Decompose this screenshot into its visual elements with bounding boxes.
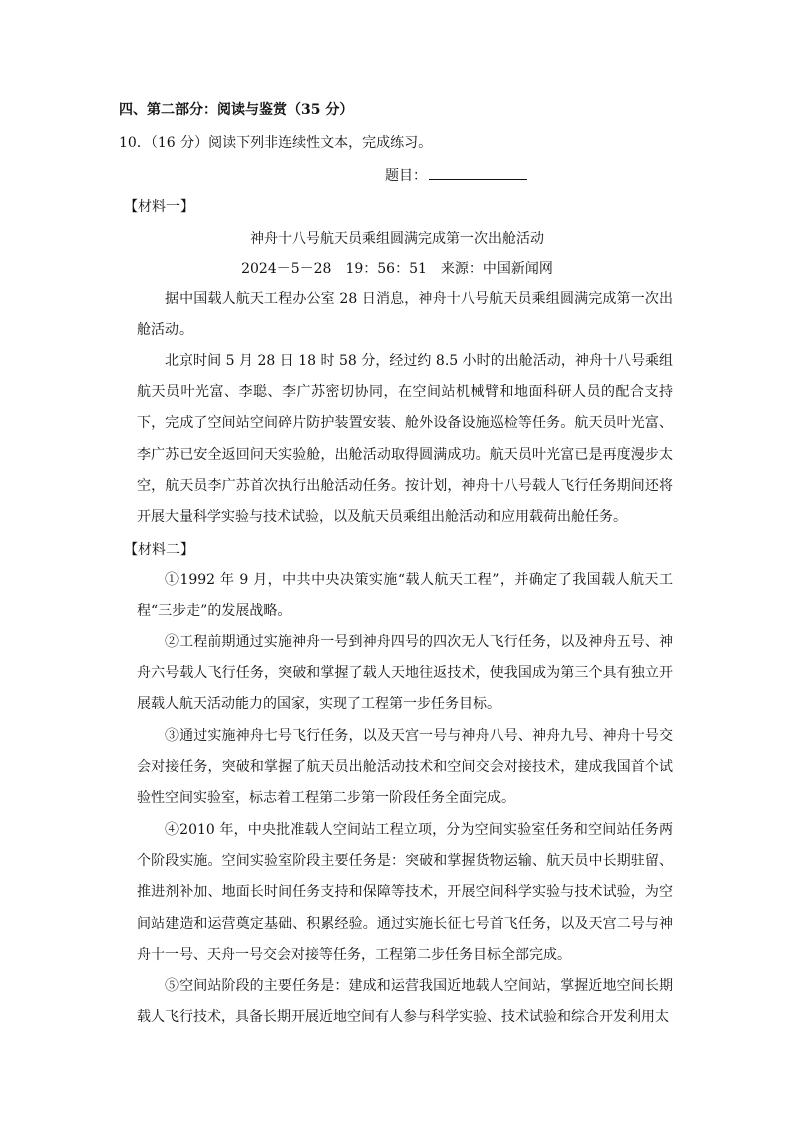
material-two-paragraph: ③通过实施神舟七号飞行任务，以及天宫一号与神舟八号、神舟九号、神舟十号交会对接任务，突破和掌握了航天员出舱活动技术和空间交会对接技术，建成我国首个试验性空间实验室，标志着工程第二步第一阶段任务全面完成。: [137, 728, 673, 807]
news-meta: 2024－5－28 19：56：51 来源：中国新闻网: [241, 261, 553, 277]
answer-underline: [429, 165, 527, 180]
material-one-label: 【材料一】: [124, 199, 194, 215]
material-two-paragraph: ②工程前期通过实施神舟一号到神舟四号的四次无人飞行任务，以及神舟五号、神舟六号载人飞行任务，突破和掌握了载人天地往返技术，使我国成为第三个具有独立开展载人航天活动能力的国家，实现了工程第一步任务目标。: [137, 634, 673, 713]
material-two-paragraph: ①1992 年 9 月，中共中央决策实施“载人航天工程”，并确定了我国载人航天工程“三步走”的发展战略。: [137, 572, 673, 620]
section-heading: 四、第二部分：阅读与鉴赏（35 分）: [119, 102, 354, 118]
title-answer-blank: [385, 165, 527, 186]
title-prompt-label: 题目：: [385, 168, 427, 184]
material-two-paragraph: ⑤空间站阶段的主要任务是：建成和运营我国近地载人空间站，掌握近地空间长期载人飞行技术，具备长期开展近地空间有人参与科学实验、技术试验和综合开发利用太: [137, 978, 673, 1026]
news-title: 神舟十八号航天员乘组圆满完成第一次出舱活动: [250, 231, 544, 247]
material-two-paragraph: ④2010 年，中央批准载人空间站工程立项，分为空间实验室任务和空间站任务两个阶段实施。空间实验室阶段主要任务是：突破和掌握货物运输、航天员中长期驻留、推进剂补加、地面长时间任务支持和保障等技术，开展空间科学实验与技术试验，为空间站建造和运营奠定基础、积累经验。通过实施长征七号首飞任务，以及天宫二号与神舟十一号、天舟一号交会对接等任务，工程第二步任务目标全部完成。: [137, 822, 673, 963]
news-paragraph: 据中国载人航天工程办公室 28 日消息，神舟十八号航天员乘组圆满完成第一次出舱活动。: [137, 291, 673, 339]
material-two-label: 【材料二】: [124, 542, 194, 558]
news-paragraph: 北京时间 5 月 28 日 18 时 58 分，经过约 8.5 小时的出舱活动，神舟十八号乘组航天员叶光富、李聪、李广苏密切协同，在空间站机械臂和地面科研人员的配合支持下，完成了空间站空间碎片防护装置安装、舱外设备设施巡检等任务。航天员叶光富、李广苏已安全返回问天实验舱，出舱活动取得圆满成功。航天员叶光富已是再度漫步太空，航天员李广苏首次执行出舱活动任务。按计划，神舟十八号载人飞行任务期间还将开展大量科学实验与技术试验，以及航天员乘组出舱活动和应用载荷出舱任务。: [137, 353, 673, 526]
question-prompt: 10．（16 分）阅读下列非连续性文本，完成练习。: [119, 135, 433, 151]
